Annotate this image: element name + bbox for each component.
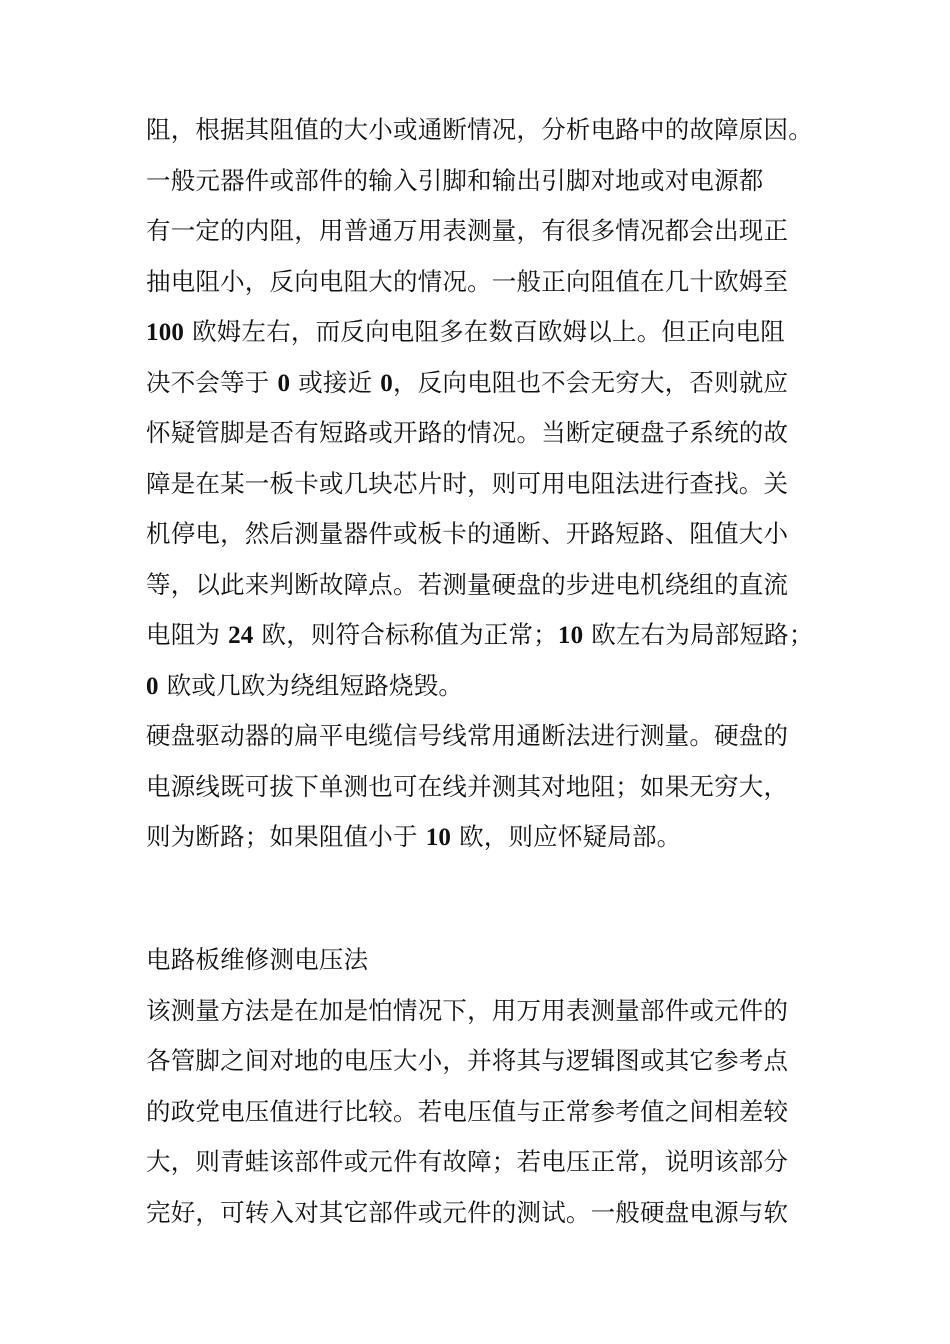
paragraph-line: 阻，根据其阻值的大小或通断情况，分析电路中的故障原因。: [146, 115, 813, 144]
number-text: 10: [557, 622, 584, 649]
paragraph-line: 有一定的内阻，用普通万用表测量，有很多情况都会出现正: [146, 216, 789, 245]
paragraph-line: 障是在某一板卡或几块芯片时，则可用电阻法进行查找。关: [146, 468, 789, 498]
paragraph-line: 决不会等于 0 或接近 0，反向电阻也不会无穷大，否则就应: [146, 367, 789, 397]
paragraph-line: 一般元器件或部件的输入引脚和输出引脚对地或对电源都: [146, 165, 764, 195]
paragraph-line: 电源线既可拔下单测也可在线并测其对地阻；如果无穷大，: [146, 771, 789, 801]
paragraph-line: 硬盘驱动器的扁平电缆信号线常用通断法进行测量。硬盘的: [146, 721, 789, 750]
section-heading: 电路板维修测电压法: [146, 945, 369, 974]
paragraph-line: 0 欧或几欧为绕组短路烧毁。: [146, 670, 464, 700]
paragraph-line: 抽电阻小，反向电阻大的情况。一般正向阻值在几十欧姆至: [146, 266, 789, 296]
number-text: 0: [380, 369, 393, 397]
section-resistance-method: [146, 105, 826, 863]
paragraph-line: 完好，可转入对其它部件或元件的测试。一般硬盘电源与软: [146, 1197, 789, 1227]
paragraph-line: 机停电，然后测量器件或板卡的通断、开路短路、阻值大小: [146, 519, 789, 548]
number-text: 10: [425, 824, 452, 851]
paragraph-line: 该测量方法是在加是怕情况下，用万用表测量部件或元件的: [146, 995, 789, 1025]
paragraph-line: 电阻为 24 欧，则符合标称值为正常；10 欧左右为局部短路；: [146, 620, 814, 649]
number-text: 0: [146, 672, 159, 700]
number-text: 0: [277, 369, 291, 397]
paragraph-line: 各管脚之间对地的电压大小，并将其与逻辑图或其它参考点: [146, 1046, 789, 1075]
section-voltage-method: [146, 935, 826, 1238]
paragraph-line: 怀疑管脚是否有短路或开路的情况。当断定硬盘子系统的故: [146, 418, 789, 447]
number-text: 24: [228, 622, 254, 649]
number-text: 100: [146, 319, 185, 346]
paragraph-line: 大，则青蛙该部件或元件有故障；若电压正常，说明该部分: [146, 1147, 789, 1176]
paragraph-line: 则为断路；如果阻值小于 10 欧，则应怀疑局部。: [146, 822, 682, 851]
paragraph-line: 等，以此来判断故障点。若测量硬盘的步进电机绕组的直流: [146, 569, 789, 599]
paragraph-line: 100 欧姆左右，而反向电阻多在数百欧姆以上。但正向电阻: [146, 317, 785, 346]
paragraph-line: 的政党电压值进行比较。若电压值与正常参考值之间相差较: [146, 1096, 789, 1126]
